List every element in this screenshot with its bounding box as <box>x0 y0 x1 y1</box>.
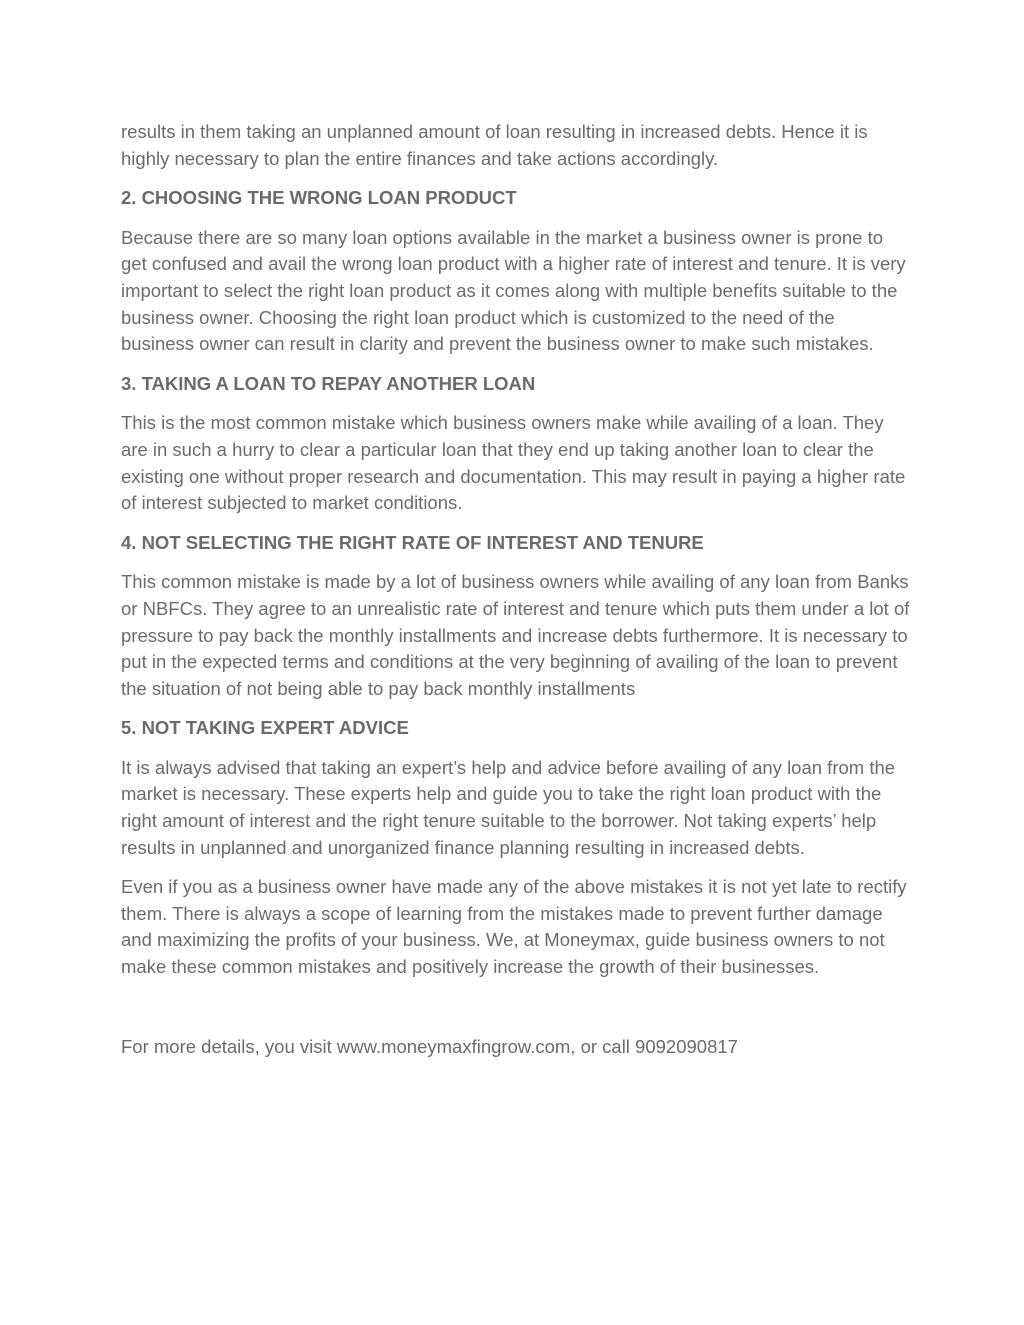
section-heading-loan-to-repay-loan: 3. TAKING A LOAN TO REPAY ANOTHER LOAN <box>121 372 536 394</box>
intro-paragraph: results in them taking an unplanned amount of loan resulting in increased debts. Hence it is highly necessary to plan the entire finances and take actions accordingly. <box>121 121 868 169</box>
section-heading-choosing-wrong-loan: 2. CHOOSING THE WRONG LOAN PRODUCT <box>121 187 517 209</box>
section-heading-rate-and-tenure: 4. NOT SELECTING THE RIGHT RATE OF INTEREST AND TENURE <box>121 531 704 553</box>
section-body-expert-advice: It is always advised that taking an expert’s help and advice before availing of any loan from the market is necessary. These experts help and guide you to take the right loan product with the right amount of interest and the right tenure suitable to the borrower. Not taking experts’ help results in unplanned and unorganized finance planning resulting in increased debts. <box>121 756 896 858</box>
section-body-rate-and-tenure: This common mistake is made by a lot of business owners while availing of any loan from Banks or NBFCs. They agree to an unrealistic rate of interest and tenure which puts them under a lot of pressure to pay back the monthly installments and increase debts furthermore. It is necessary to put in the expected terms and conditions at the very beginning of availing of the loan to prevent the situation of not being able to pay back monthly installments <box>121 571 910 699</box>
document-page <box>121 119 911 1060</box>
section-body-choosing-wrong-loan: Because there are so many loan options available in the market a business owner is prone to get confused and avail the wrong loan product with a higher rate of interest and tenure. It is very important to select the right loan product as it comes along with multiple benefits suitable to the business owner. Choosing the right loan product which is customized to the need of the business owner can result in clarity and prevent the business owner to make such mistakes. <box>121 226 906 355</box>
contact-footer: For more details, you visit www.moneymaxfingrow.com, or call 9092090817 <box>121 1035 738 1057</box>
conclusion-paragraph: Even if you as a business owner have made any of the above mistakes it is not yet late to rectify them. There is always a scope of learning from the mistakes made to prevent further damage and maximizing the profits of your business. We, at Moneymax, guide business owners to not make these common mistakes and positively increase the growth of their businesses. <box>121 876 907 978</box>
section-body-loan-to-repay-loan: This is the most common mistake which business owners make while availing of a loan. They are in such a hurry to clear a particular loan that they end up taking another loan to clear the existing one without proper research and documentation. This may result in paying a higher rate of interest subjected to market conditions. <box>121 412 906 514</box>
section-heading-expert-advice: 5. NOT TAKING EXPERT ADVICE <box>121 717 409 739</box>
